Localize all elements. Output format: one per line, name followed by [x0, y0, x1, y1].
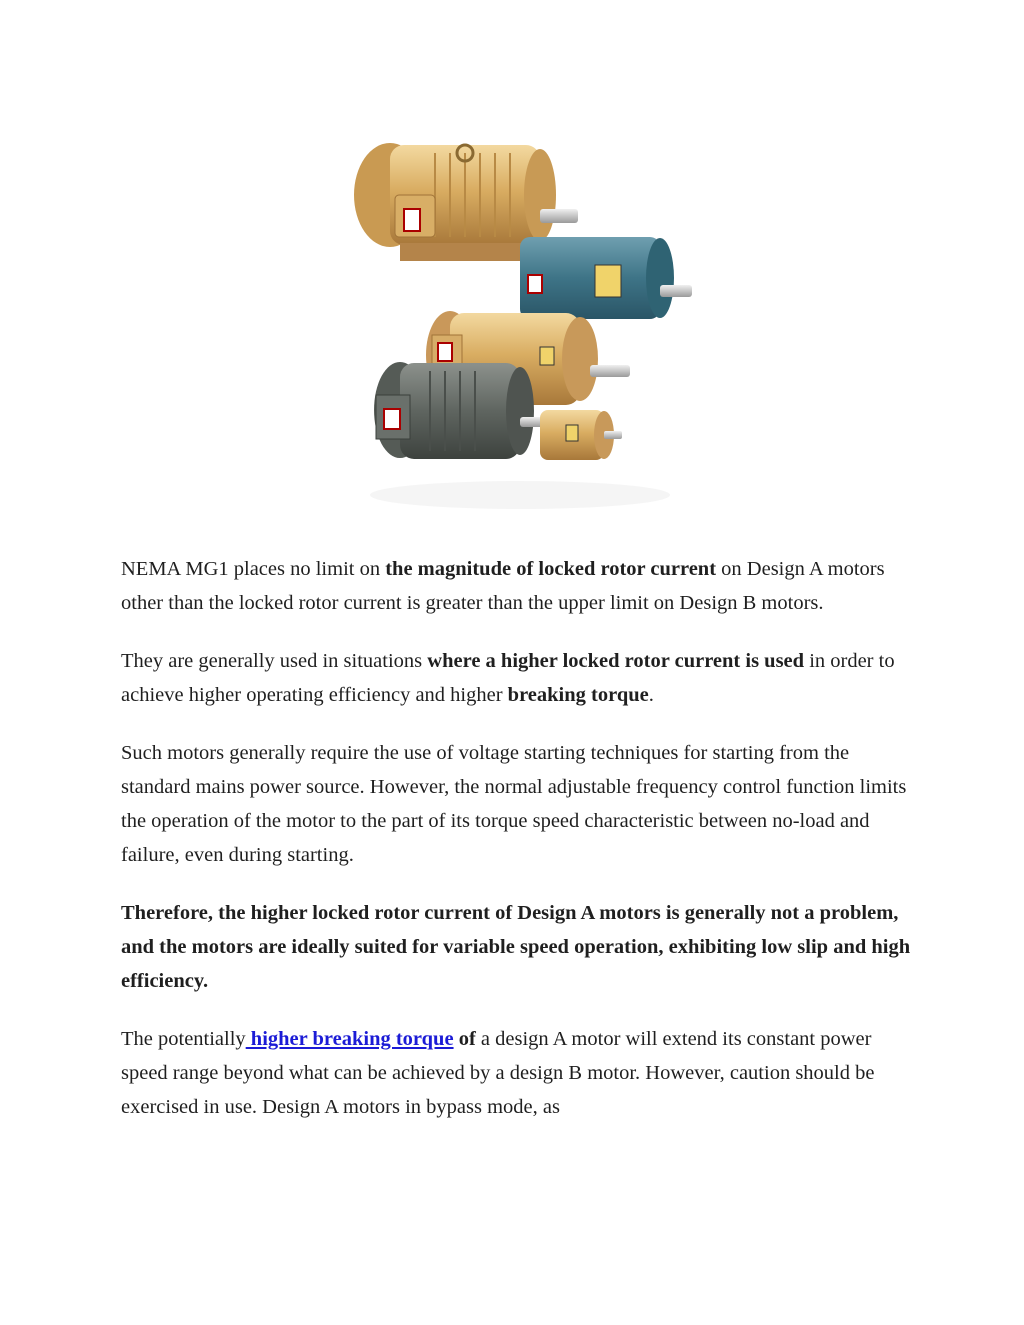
p1-text-2: on Design A motors other than the locked rotor current is greater than the upper limit on Design B motors. [121, 558, 885, 614]
p5-bold-1: of [453, 1028, 476, 1050]
paragraph-1 [121, 552, 911, 620]
p2-text-3: . [648, 684, 654, 706]
p1-bold-1: the magnitude of locked rotor current [385, 558, 717, 580]
p5-text-2: a design A motor will extend its constant power speed range beyond what can be achieved by a design B motor. However, caution should be exercised in use. Design A motors in bypass mode, as [121, 1028, 875, 1118]
grey-motor [374, 362, 550, 459]
paragraph-2 [121, 644, 911, 712]
paragraph-5 [121, 1022, 911, 1124]
p2-text-2: in order to achieve higher operating efficiency and higher [121, 650, 895, 706]
p5-text-1: The potentially [121, 1028, 246, 1050]
paragraph-3 [121, 736, 911, 872]
p2-text-1: They are generally used in situations [121, 650, 428, 672]
article-body [121, 552, 911, 1148]
p4-bold-1: Therefore, the higher locked rotor current of Design A motors is generally not a problem, and the motors are ideally suited for variable speed operation, exhibiting low slip and high efficiency. [121, 902, 911, 992]
motors-image [340, 125, 700, 525]
p1-text-1: NEMA MG1 places no limit on [121, 558, 386, 580]
higher-breaking-torque-link[interactable]: higher breaking torque [245, 1028, 454, 1050]
p3-text-1: Such motors generally require the use of voltage starting techniques for starting from the standard mains power source. However, the normal adjustable frequency control function limits the operation of the motor to the part of its torque speed characteristic between no-load and failure, even during starting. [121, 742, 907, 866]
paragraph-4 [121, 896, 911, 998]
teal-motor [520, 237, 692, 319]
small-gold-motor [540, 410, 622, 460]
p2-bold-2: breaking torque [507, 684, 649, 706]
p2-bold-1: where a higher locked rotor current is used [427, 650, 805, 672]
